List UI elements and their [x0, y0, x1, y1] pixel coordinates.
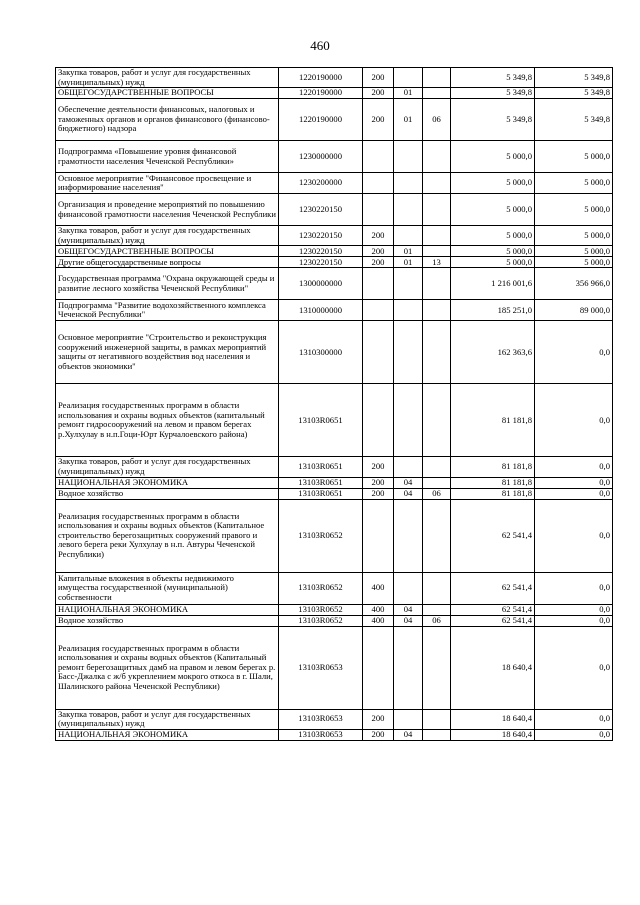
- cell-pr: [423, 709, 451, 729]
- cell-csr: 1230220150: [279, 246, 363, 257]
- cell-name: Водное хозяйство: [56, 488, 279, 499]
- cell-sum-2018: 81 181,8: [451, 488, 535, 499]
- table-row: [56, 457, 613, 477]
- cell-sum-2018: 185 251,0: [451, 300, 535, 321]
- cell-rz: 04: [394, 488, 423, 499]
- cell-pr: [423, 246, 451, 257]
- cell-pr: [423, 457, 451, 477]
- cell-sum-2019: 5 000,0: [535, 194, 613, 226]
- cell-rz: 04: [394, 615, 423, 626]
- table-row: [56, 626, 613, 709]
- cell-pr: [423, 226, 451, 246]
- cell-rz: 04: [394, 477, 423, 488]
- cell-vr: 200: [363, 99, 394, 141]
- cell-name: ОБЩЕГОСУДАРСТВЕННЫЕ ВОПРОСЫ: [56, 246, 279, 257]
- cell-vr: 200: [363, 477, 394, 488]
- cell-sum-2018: 5 349,8: [451, 88, 535, 99]
- cell-name: Реализация государственных программ в области использования и охраны водных объектов (капитальный ремонт гидросооружений на левом и правом берегах р.Хулхулау в н.п.Гоци-Юрт Курчалоевского района): [56, 384, 279, 457]
- cell-pr: 06: [423, 488, 451, 499]
- cell-sum-2018: 81 181,8: [451, 384, 535, 457]
- cell-sum-2018: 62 541,4: [451, 572, 535, 604]
- cell-csr: 13103R0651: [279, 384, 363, 457]
- cell-sum-2019: 0,0: [535, 729, 613, 740]
- cell-rz: [394, 499, 423, 572]
- cell-name: Государственная программа "Охрана окружающей среды и развитие лесного хозяйства Чеченской Республики": [56, 268, 279, 300]
- cell-sum-2018: 1 216 001,6: [451, 268, 535, 300]
- cell-name: Капитальные вложения в объекты недвижимого имущества государственной (муниципальной) собственности: [56, 572, 279, 604]
- cell-sum-2019: 5 349,8: [535, 99, 613, 141]
- cell-csr: 1230220150: [279, 257, 363, 268]
- table-row: [56, 268, 613, 300]
- cell-rz: [394, 321, 423, 384]
- table-row: [56, 321, 613, 384]
- cell-csr: 13103R0653: [279, 729, 363, 740]
- cell-pr: [423, 68, 451, 88]
- cell-csr: 1230200000: [279, 173, 363, 194]
- cell-pr: [423, 477, 451, 488]
- cell-rz: [394, 141, 423, 173]
- cell-rz: 01: [394, 99, 423, 141]
- table-row: [56, 729, 613, 740]
- cell-vr: [363, 173, 394, 194]
- cell-sum-2019: 89 000,0: [535, 300, 613, 321]
- cell-rz: 04: [394, 729, 423, 740]
- cell-sum-2019: 0,0: [535, 321, 613, 384]
- cell-pr: 06: [423, 615, 451, 626]
- cell-pr: [423, 194, 451, 226]
- cell-name: Водное хозяйство: [56, 615, 279, 626]
- cell-name: Основное мероприятие "Строительство и реконструкция сооружений инженерной защиты, в рамках мероприятий защиты от негативного воздействия вод населения и объектов экономики": [56, 321, 279, 384]
- cell-vr: 200: [363, 226, 394, 246]
- cell-sum-2018: 5 000,0: [451, 257, 535, 268]
- table-row: [56, 194, 613, 226]
- cell-name: НАЦИОНАЛЬНАЯ ЭКОНОМИКА: [56, 604, 279, 615]
- cell-csr: 13103R0653: [279, 626, 363, 709]
- cell-name: Организация и проведение мероприятий по повышению финансовой грамотности населения Чеченской Республики: [56, 194, 279, 226]
- cell-sum-2018: 162 363,6: [451, 321, 535, 384]
- cell-vr: [363, 499, 394, 572]
- cell-csr: 1230220150: [279, 194, 363, 226]
- cell-rz: [394, 194, 423, 226]
- cell-pr: [423, 173, 451, 194]
- cell-name: Реализация государственных программ в области использования и охраны водных объектов (Капитальное строительство берегозащитных сооружений правого и левого берега реки Хулхулау в н.п. Автуры Чеченской Республики): [56, 499, 279, 572]
- cell-sum-2019: 5 000,0: [535, 226, 613, 246]
- cell-rz: [394, 226, 423, 246]
- cell-vr: 200: [363, 246, 394, 257]
- cell-csr: 1220190000: [279, 99, 363, 141]
- cell-sum-2019: 5 349,8: [535, 68, 613, 88]
- cell-sum-2019: 0,0: [535, 477, 613, 488]
- table-row: [56, 246, 613, 257]
- table-row: [56, 226, 613, 246]
- cell-csr: 13103R0651: [279, 477, 363, 488]
- table-row: [56, 572, 613, 604]
- cell-sum-2019: 5 349,8: [535, 88, 613, 99]
- cell-pr: [423, 604, 451, 615]
- cell-name: Закупка товаров, работ и услуг для государственных (муниципальных) нужд: [56, 457, 279, 477]
- cell-rz: 04: [394, 604, 423, 615]
- cell-csr: 13103R0652: [279, 572, 363, 604]
- cell-rz: [394, 572, 423, 604]
- cell-vr: [363, 321, 394, 384]
- cell-pr: 13: [423, 257, 451, 268]
- cell-csr: 13103R0653: [279, 709, 363, 729]
- cell-vr: 200: [363, 88, 394, 99]
- table-row: [56, 300, 613, 321]
- cell-vr: 200: [363, 457, 394, 477]
- cell-rz: [394, 173, 423, 194]
- table-row: [56, 68, 613, 88]
- cell-sum-2018: 81 181,8: [451, 457, 535, 477]
- cell-vr: [363, 384, 394, 457]
- cell-csr: 13103R0652: [279, 615, 363, 626]
- cell-csr: 1230220150: [279, 226, 363, 246]
- cell-rz: 01: [394, 257, 423, 268]
- cell-csr: 13103R0651: [279, 457, 363, 477]
- cell-vr: [363, 141, 394, 173]
- cell-pr: [423, 268, 451, 300]
- cell-vr: [363, 194, 394, 226]
- cell-pr: [423, 572, 451, 604]
- cell-sum-2018: 5 000,0: [451, 246, 535, 257]
- cell-sum-2019: 5 000,0: [535, 246, 613, 257]
- cell-rz: [394, 709, 423, 729]
- cell-sum-2018: 5 349,8: [451, 68, 535, 88]
- cell-sum-2018: 5 000,0: [451, 173, 535, 194]
- cell-vr: 200: [363, 68, 394, 88]
- cell-sum-2019: 5 000,0: [535, 173, 613, 194]
- cell-vr: 400: [363, 604, 394, 615]
- table-row: [56, 88, 613, 99]
- cell-csr: 1310300000: [279, 321, 363, 384]
- cell-sum-2019: 5 000,0: [535, 141, 613, 173]
- cell-sum-2018: 81 181,8: [451, 477, 535, 488]
- cell-rz: [394, 300, 423, 321]
- cell-name: НАЦИОНАЛЬНАЯ ЭКОНОМИКА: [56, 729, 279, 740]
- cell-sum-2018: 5 000,0: [451, 194, 535, 226]
- cell-vr: [363, 268, 394, 300]
- cell-pr: [423, 729, 451, 740]
- cell-name: Подпрограмма «Повышение уровня финансовой грамотности населения Чеченской Республики»: [56, 141, 279, 173]
- cell-sum-2018: 5 000,0: [451, 141, 535, 173]
- cell-name: Другие общегосударственные вопросы: [56, 257, 279, 268]
- cell-sum-2019: 0,0: [535, 384, 613, 457]
- cell-pr: [423, 626, 451, 709]
- cell-sum-2019: 0,0: [535, 572, 613, 604]
- cell-pr: [423, 384, 451, 457]
- cell-pr: [423, 321, 451, 384]
- table-row: [56, 499, 613, 572]
- cell-rz: [394, 268, 423, 300]
- cell-csr: 13103R0652: [279, 604, 363, 615]
- cell-sum-2019: 356 966,0: [535, 268, 613, 300]
- cell-csr: 13103R0651: [279, 488, 363, 499]
- budget-table: [55, 67, 613, 741]
- cell-vr: 400: [363, 615, 394, 626]
- budget-table-body: [56, 68, 613, 741]
- cell-name: НАЦИОНАЛЬНАЯ ЭКОНОМИКА: [56, 477, 279, 488]
- cell-name: Основное мероприятие "Финансовое просвещение и информирование населения": [56, 173, 279, 194]
- cell-rz: 01: [394, 246, 423, 257]
- cell-rz: [394, 68, 423, 88]
- cell-sum-2019: 0,0: [535, 604, 613, 615]
- cell-vr: 200: [363, 729, 394, 740]
- table-row: [56, 615, 613, 626]
- cell-sum-2018: 18 640,4: [451, 729, 535, 740]
- cell-name: Закупка товаров, работ и услуг для государственных (муниципальных) нужд: [56, 709, 279, 729]
- table-row: [56, 709, 613, 729]
- table-row: [56, 488, 613, 499]
- cell-sum-2019: 0,0: [535, 499, 613, 572]
- cell-sum-2018: 62 541,4: [451, 499, 535, 572]
- cell-pr: [423, 88, 451, 99]
- cell-pr: 06: [423, 99, 451, 141]
- cell-sum-2018: 18 640,4: [451, 626, 535, 709]
- cell-sum-2019: 0,0: [535, 626, 613, 709]
- table-row: [56, 173, 613, 194]
- cell-sum-2018: 5 349,8: [451, 99, 535, 141]
- cell-sum-2019: 0,0: [535, 615, 613, 626]
- cell-sum-2018: 62 541,4: [451, 604, 535, 615]
- table-row: [56, 99, 613, 141]
- cell-csr: 1300000000: [279, 268, 363, 300]
- cell-sum-2018: 18 640,4: [451, 709, 535, 729]
- cell-rz: [394, 626, 423, 709]
- cell-csr: 1230000000: [279, 141, 363, 173]
- cell-name: ОБЩЕГОСУДАРСТВЕННЫЕ ВОПРОСЫ: [56, 88, 279, 99]
- cell-name: Подпрограмма "Развитие водохозяйственного комплекса Чеченской Республики": [56, 300, 279, 321]
- cell-name: Закупка товаров, работ и услуг для государственных (муниципальных) нужд: [56, 226, 279, 246]
- table-row: [56, 141, 613, 173]
- cell-rz: [394, 457, 423, 477]
- cell-pr: [423, 141, 451, 173]
- cell-csr: 13103R0652: [279, 499, 363, 572]
- cell-sum-2019: 5 000,0: [535, 257, 613, 268]
- cell-vr: [363, 300, 394, 321]
- cell-pr: [423, 499, 451, 572]
- cell-vr: 200: [363, 257, 394, 268]
- cell-vr: 200: [363, 488, 394, 499]
- cell-sum-2019: 0,0: [535, 457, 613, 477]
- cell-rz: 01: [394, 88, 423, 99]
- cell-vr: 400: [363, 572, 394, 604]
- page-number: 460: [310, 38, 330, 53]
- cell-name: Обеспечение деятельности финансовых, налоговых и таможенных органов и органов финансового (финансово-бюджетного) надзора: [56, 99, 279, 141]
- cell-name: Закупка товаров, работ и услуг для государственных (муниципальных) нужд: [56, 68, 279, 88]
- table-row: [56, 477, 613, 488]
- cell-sum-2018: 62 541,4: [451, 615, 535, 626]
- cell-vr: [363, 626, 394, 709]
- cell-csr: 1220190000: [279, 68, 363, 88]
- cell-rz: [394, 384, 423, 457]
- cell-csr: 1220190000: [279, 88, 363, 99]
- cell-sum-2019: 0,0: [535, 488, 613, 499]
- table-row: [56, 604, 613, 615]
- cell-sum-2018: 5 000,0: [451, 226, 535, 246]
- table-row: [56, 384, 613, 457]
- cell-vr: 200: [363, 709, 394, 729]
- cell-sum-2019: 0,0: [535, 709, 613, 729]
- cell-name: Реализация государственных программ в области использования и охраны водных объектов (Капитальный ремонт берегозащитных дамб на правом и левом берегах р. Басс-Джалка с ж/б укреплением мокрого откоса в г. Шали, Шалинского района Чеченской Республики): [56, 626, 279, 709]
- cell-csr: 1310000000: [279, 300, 363, 321]
- cell-pr: [423, 300, 451, 321]
- table-row: [56, 257, 613, 268]
